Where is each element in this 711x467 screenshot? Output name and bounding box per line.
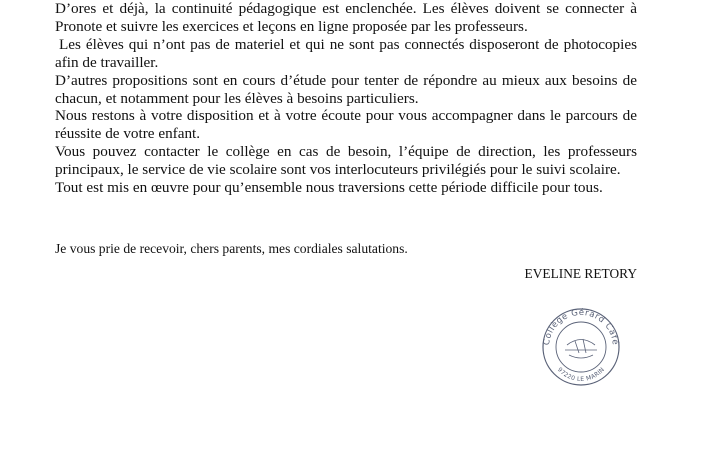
stamp-seal-icon <box>531 301 631 389</box>
paragraph-continuite: D’ores et déjà, la continuité pédagogique est enclenchée. Les élèves doivent se connecter à Pronote et suivre les exercices et leçons en ligne proposée par les professeurs. <box>55 0 637 35</box>
paragraph-propositions: D’autres propositions sont en cours d’étude pour tenter de répondre au mieux aux besoins de chacun, et notamment pour les élèves à besoins particuliers. <box>55 71 637 107</box>
school-stamp <box>531 301 631 389</box>
paragraph-materiel: Les élèves qui n’ont pas de materiel et qui ne sont pas connectés disposeront de photocopies afin de travailler. <box>55 35 637 71</box>
paragraph-oeuvre: Tout est mis en œuvre pour qu’ensemble nous traversions cette période difficile pour tous. <box>55 179 603 197</box>
paragraph-disposition: Nous restons à votre disposition et à votre écoute pour vous accompagner dans le parcours de réussite de votre enfant. <box>55 107 637 143</box>
stamp-top-text: Collège Gérard Café <box>541 307 621 346</box>
letter-body <box>55 0 637 197</box>
closing-salutation: Je vous prie de recevoir, chers parents, mes cordiales salutations. <box>55 241 408 256</box>
signatory-name: EVELINE RETORY <box>524 266 637 281</box>
stamp-bottom-text: 97220 LE MARIN <box>555 366 607 384</box>
paragraph-contact: Vous pouvez contacter le collège en cas de besoin, l’équipe de direction, les professeurs principaux, le service de vie scolaire sont vos interlocuteurs privilégiés pour le suivi scolaire. <box>55 143 637 179</box>
svg-text:Collège Gérard Café <box>542 307 621 346</box>
